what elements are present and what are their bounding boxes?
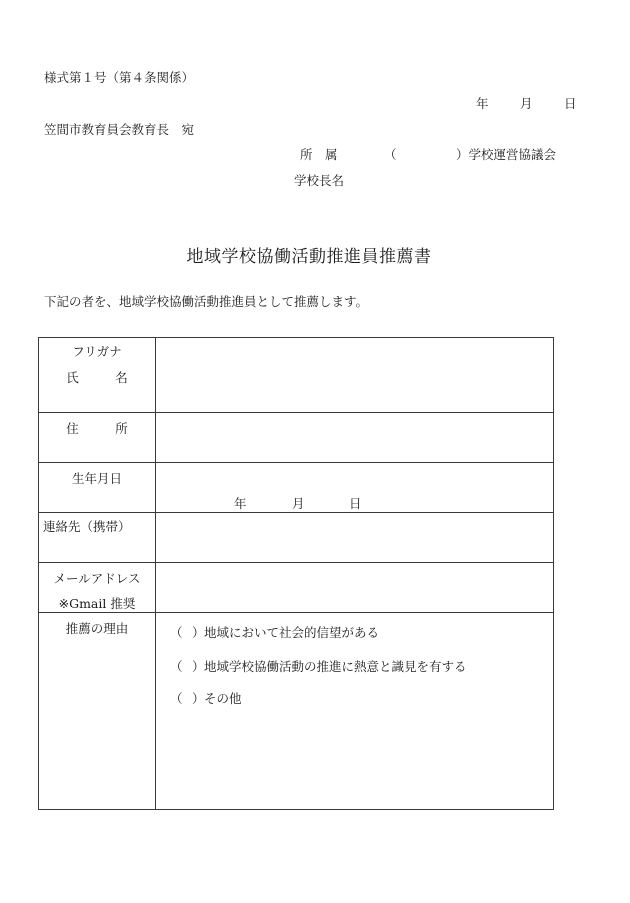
email-label-cell (39, 563, 156, 613)
name-row (39, 338, 554, 413)
name-label: 氏 名 (66, 370, 140, 385)
reason-option[interactable] (170, 689, 242, 707)
reason-option-text: その他 (204, 691, 242, 706)
address-label: 住 所 (66, 421, 140, 436)
affiliation-paren-open: （ (384, 147, 397, 162)
reason-checkbox[interactable]: （ ） (170, 625, 205, 640)
document-title: 地域学校協働活動推進員推薦書 (186, 247, 432, 267)
email-row (39, 563, 554, 613)
form-number: 様式第１号（第４条関係） (44, 70, 195, 85)
contact-row (39, 513, 554, 563)
address-label-cell (39, 413, 156, 463)
date-month-label: 月 (520, 96, 533, 111)
date-day-label: 日 (564, 96, 577, 111)
reason-option[interactable] (170, 657, 467, 675)
reason-checkbox[interactable]: （ ） (170, 691, 205, 706)
date-year-label: 年 (476, 96, 489, 111)
birthdate-label-cell (39, 463, 156, 513)
email-label: メールアドレス (53, 571, 141, 586)
intro-text: 下記の者を、地域学校協働活動推進員として推薦します。 (44, 294, 369, 309)
school-head-label: 学校長名 (294, 173, 345, 188)
reason-label: 推薦の理由 (65, 621, 129, 636)
contact-label: 連絡先（携帯） (43, 519, 131, 534)
birth-year-label: 年 (234, 496, 247, 511)
addressee: 笠間市教育員会教育長 宛 (44, 122, 195, 137)
reason-row (39, 613, 554, 810)
reason-checkbox[interactable]: （ ） (170, 659, 205, 674)
address-field[interactable] (156, 413, 554, 463)
name-field[interactable] (156, 338, 554, 413)
furigana-label: フリガナ (72, 344, 122, 359)
reason-field (156, 613, 554, 810)
reason-option-text: 地域において社会的信望がある (204, 625, 380, 640)
address-row (39, 413, 554, 463)
affiliation-council-suffix: ）学校運営協議会 (456, 147, 557, 162)
birthdate-label: 生年月日 (71, 471, 122, 486)
affiliation-label: 所 属 (300, 147, 338, 162)
reason-label-cell (39, 613, 156, 810)
contact-label-cell (39, 513, 156, 563)
email-note: ※Gmail 推奨 (58, 596, 136, 611)
reason-option[interactable] (170, 623, 379, 641)
birthdate-field[interactable] (156, 463, 554, 513)
birth-month-label: 月 (292, 496, 305, 511)
name-label-cell (39, 338, 156, 413)
birth-day-label: 日 (349, 496, 362, 511)
birthdate-row (39, 463, 554, 513)
contact-field[interactable] (156, 513, 554, 563)
recommendation-form-table (38, 337, 554, 810)
reason-option-text: 地域学校協働活動の推進に熱意と識見を有する (204, 659, 467, 674)
email-field[interactable] (156, 563, 554, 613)
